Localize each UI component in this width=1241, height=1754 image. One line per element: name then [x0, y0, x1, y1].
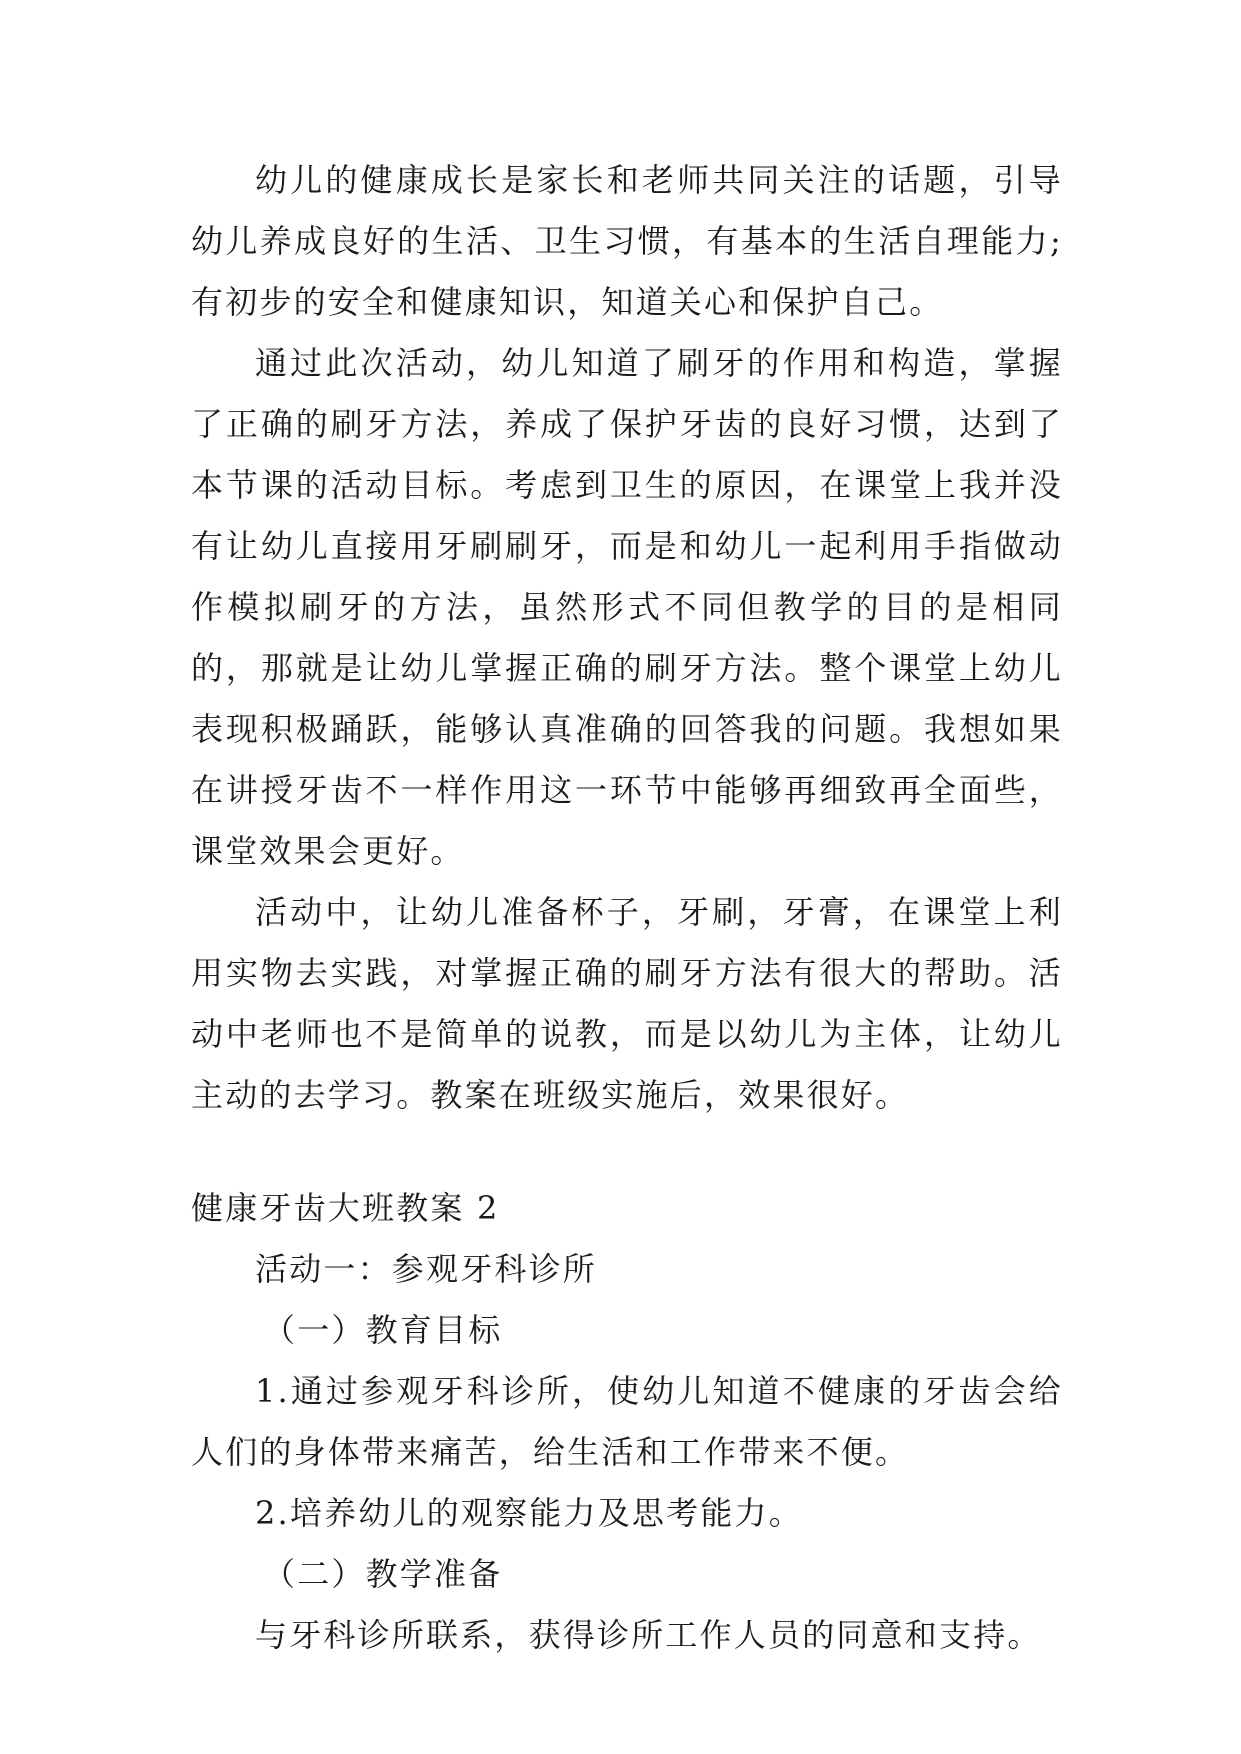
- paragraph-reflection: 通过此次活动，幼儿知道了刷牙的作用和构造，掌握了正确的刷牙方法，养成了保护牙齿的良好习惯，达到了本节课的活动目标。考虑到卫生的原因，在课堂上我并没有让幼儿直接用牙刷刷牙，而是和幼儿一起利用手指做动作模拟刷牙的方法，虽然形式不同但教学的目的是相同的，那就是让幼儿掌握正确的刷牙方法。整个课堂上幼儿表现积极踊跃，能够认真准确的回答我的问题。我想如果在讲授牙齿不一样作用这一环节中能够再细致再全面些，课堂效果会更好。: [191, 344, 1063, 870]
- goal-item-1: 1.通过参观牙科诊所，使幼儿知道不健康的牙齿会给人们的身体带来痛苦，给生活和工作带来不便。: [191, 1372, 1063, 1471]
- prep-heading: （二）教学准备: [263, 1555, 503, 1593]
- prep-text: 与牙科诊所联系，获得诊所工作人员的同意和支持。: [255, 1616, 1042, 1654]
- activity-title: 活动一：参观牙科诊所: [255, 1250, 598, 1288]
- section-title: 健康牙齿大班教案 2: [191, 1189, 500, 1227]
- goal-heading: （一）教育目标: [263, 1311, 503, 1349]
- goal-item-2: 2.培养幼儿的观察能力及思考能力。: [255, 1494, 803, 1532]
- paragraph-intro: 幼儿的健康成长是家长和老师共同关注的话题，引导幼儿养成良好的生活、卫生习惯，有基本的生活自理能力;有初步的安全和健康知识，知道关心和保护自己。: [191, 161, 1063, 321]
- document-body: [191, 150, 1063, 1666]
- paragraph-practice: 活动中，让幼儿准备杯子，牙刷，牙膏，在课堂上利用实物去实践，对掌握正确的刷牙方法有很大的帮助。活动中老师也不是简单的说教，而是以幼儿为主体，让幼儿主动的去学习。教案在班级实施后，效果很好。: [191, 893, 1063, 1114]
